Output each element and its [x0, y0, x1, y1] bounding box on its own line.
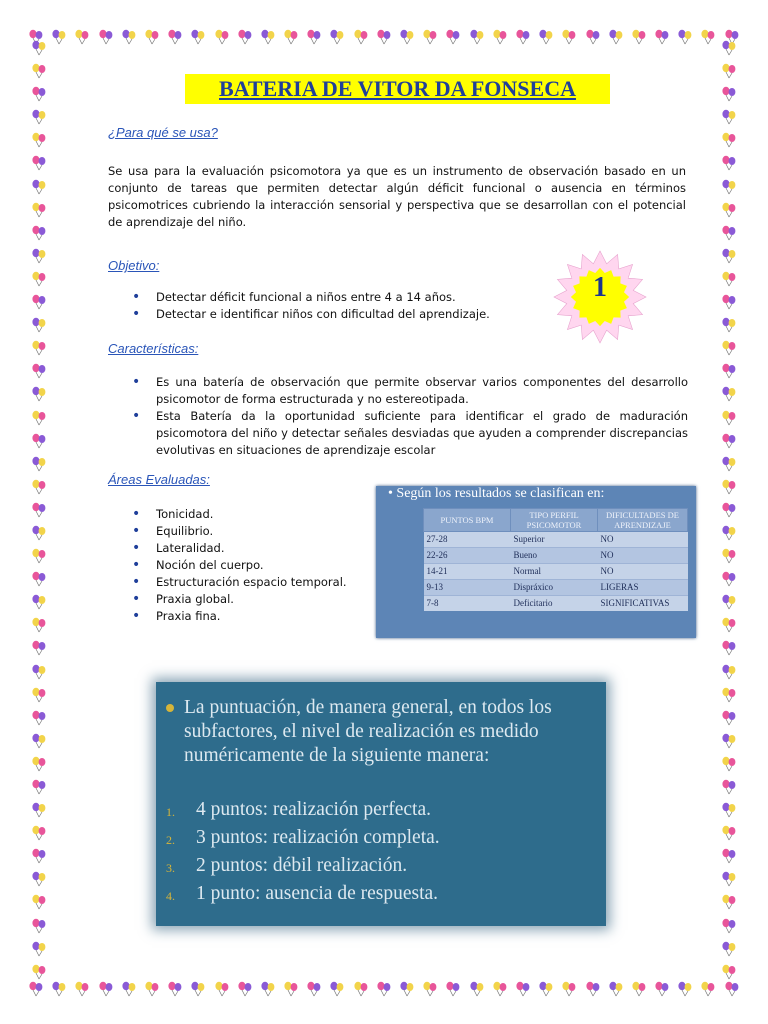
balloon-icon — [445, 981, 461, 997]
list-item: • Equilibrio. — [132, 523, 362, 540]
page-title — [185, 74, 610, 104]
balloon-icon — [721, 456, 737, 472]
balloon-icon — [190, 981, 206, 997]
results-table-image — [376, 486, 696, 638]
balloon-icon — [721, 525, 737, 541]
balloon-icon — [31, 456, 47, 472]
balloon-icon — [31, 964, 47, 980]
scoring-slide-image — [156, 682, 606, 926]
table-cell: 7-8 — [424, 596, 511, 612]
list-item: • Praxia global. — [132, 591, 362, 608]
balloon-icon — [469, 29, 485, 45]
balloon-icon — [721, 363, 737, 379]
balloon-icon — [31, 918, 47, 934]
balloon-icon — [74, 981, 90, 997]
balloon-icon — [721, 594, 737, 610]
balloon-icon — [721, 571, 737, 587]
balloon-icon — [31, 687, 47, 703]
balloon-icon — [31, 86, 47, 102]
border-top — [28, 28, 740, 46]
table-cell: Deficitario — [511, 596, 598, 612]
balloon-icon — [144, 29, 160, 45]
table-row — [424, 580, 688, 596]
balloon-icon — [121, 29, 137, 45]
balloon-icon — [721, 964, 737, 980]
balloon-icon — [399, 29, 415, 45]
balloon-icon — [721, 86, 737, 102]
balloon-icon — [721, 894, 737, 910]
balloon-icon — [399, 981, 415, 997]
list-text: 2 puntos: débil realización. — [196, 855, 408, 876]
balloon-icon — [28, 981, 44, 997]
table-row — [424, 548, 688, 564]
balloon-icon — [167, 29, 183, 45]
balloon-icon — [31, 109, 47, 125]
balloon-icon — [376, 29, 392, 45]
areas-list — [132, 506, 362, 625]
balloon-icon — [31, 894, 47, 910]
balloon-icon — [31, 317, 47, 333]
balloon-icon — [31, 617, 47, 633]
list-item: • Detectar e identificar niños con dificultad del aprendizaje. — [132, 306, 688, 323]
balloon-icon — [31, 340, 47, 356]
table-cell: NO — [598, 532, 688, 548]
balloon-icon — [283, 981, 299, 997]
table-header: TIPO PERFIL PSICOMOTOR — [511, 509, 598, 532]
border-right — [720, 40, 738, 980]
list-item: • Noción del cuerpo. — [132, 557, 362, 574]
list-item — [166, 852, 440, 880]
balloon-icon — [31, 410, 47, 426]
list-item: • Lateralidad. — [132, 540, 362, 557]
balloon-icon — [721, 640, 737, 656]
balloon-icon — [492, 981, 508, 997]
list-item: • Esta Batería da la oportunidad suficiente para identificar el grado de maduración psicomotora del niño y detectar señales desviadas que ayuden a comprender discrepancias evolutivas en situaciones de aprendizaje escolar — [132, 408, 688, 459]
balloon-icon — [721, 386, 737, 402]
balloon-icon — [721, 918, 737, 934]
balloon-icon — [561, 981, 577, 997]
list-number: 1. — [166, 805, 175, 819]
scoring-list — [166, 796, 440, 908]
border-left — [30, 40, 48, 980]
list-item: • Praxia fina. — [132, 608, 362, 625]
balloon-icon — [721, 779, 737, 795]
balloon-icon — [260, 981, 276, 997]
list-item: • Es una batería de observación que permite observar varios componentes del desarrollo psicomotor de forma estructurada y no estereotipada. — [132, 374, 688, 408]
list-text: 3 puntos: realización completa. — [196, 827, 440, 848]
balloon-icon — [585, 29, 601, 45]
features-list — [132, 374, 688, 459]
balloon-icon — [31, 502, 47, 518]
balloon-icon — [724, 981, 740, 997]
list-number: 3. — [166, 861, 175, 875]
balloon-icon — [469, 981, 485, 997]
balloon-icon — [721, 225, 737, 241]
list-item: • Estructuración espacio temporal. — [132, 574, 362, 591]
balloon-icon — [31, 548, 47, 564]
balloon-icon — [31, 733, 47, 749]
balloon-icon — [721, 109, 737, 125]
balloon-icon — [31, 225, 47, 241]
list-number: 4. — [166, 889, 175, 903]
table-cell: Dispráxico — [511, 580, 598, 596]
balloon-icon — [538, 29, 554, 45]
balloon-icon — [721, 710, 737, 726]
balloon-icon — [31, 202, 47, 218]
table-cell: NO — [598, 548, 688, 564]
balloon-icon — [515, 981, 531, 997]
balloon-icon — [31, 571, 47, 587]
results-table-heading: • Según los resultados se clasifican en: — [388, 486, 605, 501]
balloon-icon — [721, 733, 737, 749]
balloon-icon — [422, 981, 438, 997]
balloon-icon — [700, 29, 716, 45]
balloon-icon — [654, 29, 670, 45]
list-number: 2. — [166, 833, 175, 847]
balloon-icon — [31, 871, 47, 887]
balloon-icon — [31, 179, 47, 195]
table-cell: 9-13 — [424, 580, 511, 596]
balloon-icon — [51, 29, 67, 45]
badge-number: 1 — [593, 272, 607, 303]
balloon-icon — [237, 29, 253, 45]
balloon-icon — [31, 941, 47, 957]
balloon-icon — [31, 802, 47, 818]
balloon-icon — [631, 29, 647, 45]
table-cell: 14-21 — [424, 564, 511, 580]
balloon-icon — [538, 981, 554, 997]
balloon-icon — [237, 981, 253, 997]
table-cell: LIGERAS — [598, 580, 688, 596]
balloon-icon — [721, 132, 737, 148]
balloon-icon — [31, 386, 47, 402]
balloon-icon — [721, 340, 737, 356]
balloon-icon — [31, 155, 47, 171]
balloon-icon — [31, 825, 47, 841]
balloon-icon — [721, 848, 737, 864]
balloon-icon — [721, 664, 737, 680]
balloon-icon — [31, 594, 47, 610]
table-cell: SIGNIFICATIVAS — [598, 596, 688, 612]
balloon-icon — [721, 202, 737, 218]
balloon-icon — [721, 871, 737, 887]
objective-heading: Objetivo: — [108, 258, 160, 273]
balloon-icon — [721, 502, 737, 518]
balloon-icon — [608, 29, 624, 45]
balloon-icon — [51, 981, 67, 997]
balloon-icon — [353, 981, 369, 997]
balloon-icon — [329, 981, 345, 997]
list-text: 4 puntos: realización perfecta. — [196, 799, 431, 820]
features-heading: Características: — [108, 341, 199, 356]
balloon-icon — [721, 802, 737, 818]
balloon-icon — [31, 40, 47, 56]
balloon-icon — [31, 525, 47, 541]
balloon-icon — [376, 981, 392, 997]
list-item: • Detectar déficit funcional a niños entre 4 a 14 años. — [132, 289, 688, 306]
balloon-icon — [31, 248, 47, 264]
balloon-icon — [721, 687, 737, 703]
list-item: • Tonicidad. — [132, 506, 362, 523]
balloon-icon — [721, 941, 737, 957]
table-cell: 22-26 — [424, 548, 511, 564]
balloon-icon — [144, 981, 160, 997]
balloon-icon — [214, 981, 230, 997]
balloon-icon — [98, 981, 114, 997]
balloon-icon — [31, 132, 47, 148]
list-item — [166, 880, 440, 908]
balloon-icon — [31, 779, 47, 795]
use-heading: ¿Para qué se usa? — [108, 125, 218, 140]
list-item — [166, 824, 440, 852]
table-row — [424, 596, 688, 612]
balloon-icon — [654, 981, 670, 997]
scoring-intro: La puntuación, de manera general, en todos los subfactores, el nivel de realización es medido numéricamente de la siguiente manera: — [184, 697, 552, 766]
balloon-icon — [31, 63, 47, 79]
border-bottom — [28, 980, 740, 998]
balloon-icon — [721, 479, 737, 495]
balloon-icon — [721, 179, 737, 195]
use-paragraph: Se usa para la evaluación psicomotora ya que es un instrumento de observación basado en un conjunto de tareas que permiten detectar algún déficit funcional o ausencia en términos psicomotrices cubriendo la interacción sensorial y perspectiva que se desarrollan con el potencial de aprendizaje del niño. — [108, 164, 686, 229]
balloon-icon — [31, 363, 47, 379]
balloon-icon — [515, 29, 531, 45]
balloon-icon — [721, 756, 737, 772]
results-table — [423, 508, 688, 611]
table-row — [424, 564, 688, 580]
balloon-icon — [721, 825, 737, 841]
balloon-icon — [353, 29, 369, 45]
table-row — [424, 532, 688, 548]
balloon-icon — [190, 29, 206, 45]
table-cell: NO — [598, 564, 688, 580]
areas-heading: Áreas Evaluadas: — [108, 472, 210, 487]
balloon-icon — [445, 29, 461, 45]
table-header: DIFICULTADES DE APRENDIZAJE — [598, 509, 688, 532]
balloon-icon — [721, 294, 737, 310]
balloon-icon — [721, 63, 737, 79]
balloon-icon — [422, 29, 438, 45]
balloon-icon — [700, 981, 716, 997]
balloon-icon — [31, 640, 47, 656]
balloon-icon — [283, 29, 299, 45]
page-title-text: BATERIA DE VITOR DA FONSECA — [219, 76, 576, 101]
balloon-icon — [721, 617, 737, 633]
balloon-icon — [721, 548, 737, 564]
balloon-icon — [306, 981, 322, 997]
balloon-icon — [721, 248, 737, 264]
list-item — [166, 796, 440, 824]
balloon-icon — [31, 479, 47, 495]
balloon-icon — [492, 29, 508, 45]
balloon-icon — [31, 664, 47, 680]
balloon-icon — [721, 40, 737, 56]
table-cell: 27-28 — [424, 532, 511, 548]
table-cell: Bueno — [511, 548, 598, 564]
balloon-icon — [561, 29, 577, 45]
table-header: PUNTOS BPM — [424, 509, 511, 532]
balloon-icon — [721, 410, 737, 426]
balloon-icon — [31, 848, 47, 864]
balloon-icon — [608, 981, 624, 997]
balloon-icon — [677, 981, 693, 997]
balloon-icon — [214, 29, 230, 45]
balloon-icon — [121, 981, 137, 997]
balloon-icon — [31, 433, 47, 449]
balloon-icon — [260, 29, 276, 45]
balloon-icon — [721, 433, 737, 449]
balloon-icon — [31, 271, 47, 287]
list-text: 1 punto: ausencia de respuesta. — [196, 883, 439, 904]
balloon-icon — [721, 271, 737, 287]
balloon-icon — [31, 710, 47, 726]
balloon-icon — [631, 981, 647, 997]
balloon-icon — [585, 981, 601, 997]
balloon-icon — [31, 756, 47, 772]
balloon-icon — [721, 155, 737, 171]
balloon-icon — [721, 317, 737, 333]
balloon-icon — [677, 29, 693, 45]
balloon-icon — [31, 294, 47, 310]
balloon-icon — [167, 981, 183, 997]
balloon-icon — [329, 29, 345, 45]
table-cell: Superior — [511, 532, 598, 548]
table-cell: Normal — [511, 564, 598, 580]
balloon-icon — [74, 29, 90, 45]
balloon-icon — [306, 29, 322, 45]
bullet-dot-icon — [166, 704, 174, 712]
balloon-icon — [98, 29, 114, 45]
